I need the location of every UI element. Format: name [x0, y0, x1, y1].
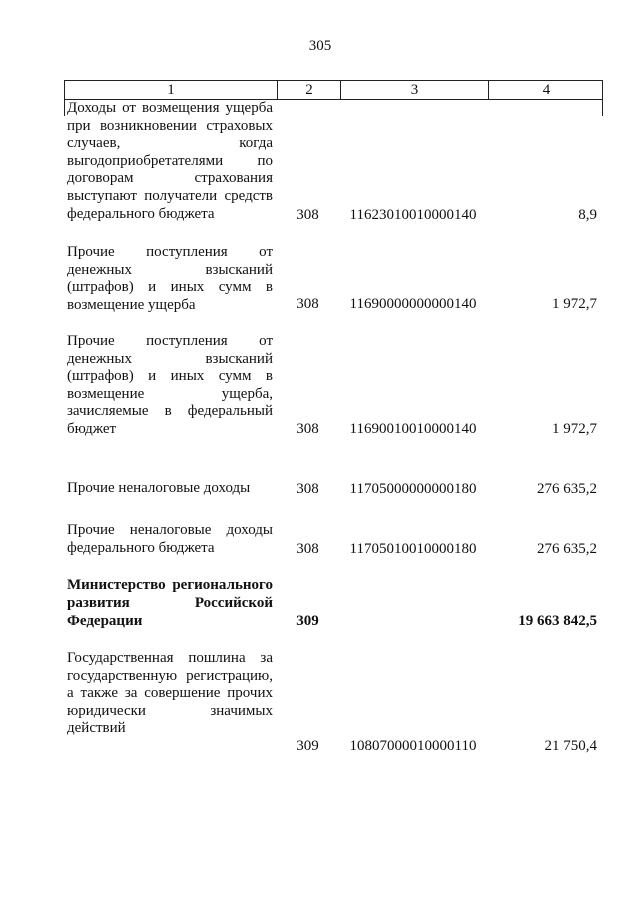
row-amount: 276 635,2	[537, 541, 597, 558]
row-admin-code: 309	[296, 738, 319, 755]
row-budget-code: 10807000010000110	[349, 738, 477, 755]
row-name: Прочие неналоговые доходы федерального бюджета	[67, 522, 273, 556]
row-amount: 8,9	[578, 207, 597, 224]
row-name: Прочие поступления от денежных взысканий (штрафов) и иных сумм в возмещение ущерба	[67, 244, 273, 313]
table-row	[67, 100, 603, 225]
page-number: 305	[308, 38, 332, 54]
row-admin-code: 308	[296, 296, 319, 313]
row-amount: 1 972,7	[552, 296, 597, 313]
table-left-rule	[64, 100, 65, 116]
table-row	[67, 522, 603, 559]
row-name: Прочие поступления от денежных взысканий (штрафов) и иных сумм в возмещение ущерба, зачисляемые в федеральный бюджет	[67, 333, 273, 437]
row-budget-code: 11623010010000140	[349, 207, 477, 224]
header-col-3: 3	[340, 81, 488, 99]
row-amount: 276 635,2	[537, 481, 597, 498]
table-row-bold	[67, 576, 603, 631]
row-budget-code: 11705010010000180	[349, 541, 477, 558]
row-amount: 1 972,7	[552, 421, 597, 438]
row-admin-code: 308	[296, 481, 319, 498]
row-admin-code: 308	[296, 541, 319, 558]
table-row	[67, 333, 603, 439]
row-budget-code: 11705000000000180	[349, 481, 477, 498]
row-admin-code: 308	[296, 421, 319, 438]
row-budget-code: 11690010010000140	[349, 421, 477, 438]
row-name: Прочие неналоговые доходы	[67, 480, 251, 496]
table-row	[67, 650, 603, 756]
row-admin-code: 308	[296, 207, 319, 224]
row-admin-code: 309	[296, 613, 319, 630]
table-row	[67, 244, 603, 314]
header-col-1: 1	[167, 82, 175, 98]
header-col-4: 4	[488, 81, 604, 99]
row-amount: 19 663 842,5	[518, 613, 597, 630]
row-name: Министерство регионального развития Российской Федерации	[67, 577, 273, 629]
header-col-2: 2	[277, 81, 340, 99]
row-budget-code: 11690000000000140	[349, 296, 477, 313]
row-name: Государственная пошлина за государственную регистрацию, а также за совершение прочих юридически значимых действий	[67, 650, 273, 737]
row-name: Доходы от возмещения ущерба при возникновении страховых случаев, когда выгодоприобретателями по договорам страхования выступают получатели средств федерального бюджета	[67, 100, 273, 222]
table-row	[67, 480, 603, 499]
row-amount: 21 750,4	[544, 738, 597, 755]
table-header	[64, 80, 603, 100]
